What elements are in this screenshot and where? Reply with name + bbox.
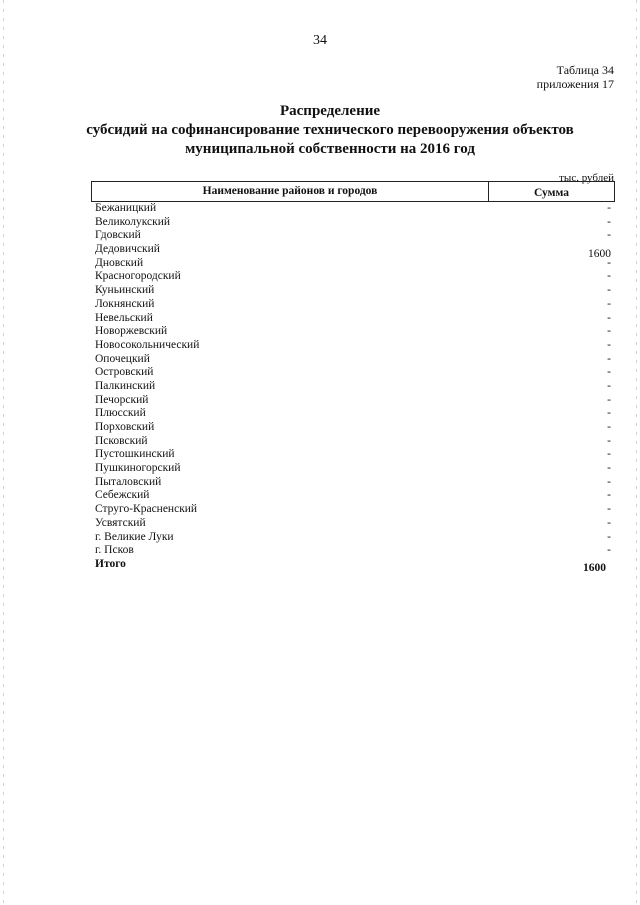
subsidy-amount: -	[607, 475, 611, 488]
district-name: г. Псков	[95, 544, 134, 557]
table-row	[91, 325, 615, 339]
district-name: Великолукский	[95, 215, 171, 228]
subsidy-amount: -	[607, 229, 611, 242]
table-row	[91, 353, 615, 367]
district-name: Новосокольнический	[95, 338, 200, 351]
table-row	[91, 216, 615, 230]
page-number: 34	[313, 33, 327, 48]
subsidy-amount: -	[607, 256, 611, 269]
subsidy-amount: -	[607, 544, 611, 557]
table-row	[91, 407, 615, 421]
table-row	[91, 284, 615, 298]
district-name: Палкинский	[95, 379, 156, 392]
table-row	[91, 380, 615, 394]
district-name: г. Великие Луки	[95, 530, 174, 543]
table-row	[91, 229, 615, 243]
table-header	[91, 181, 615, 202]
subsidy-amount: -	[607, 352, 611, 365]
table-row	[91, 202, 615, 216]
district-name: Опочецкий	[95, 352, 150, 365]
district-name: Островский	[95, 366, 154, 379]
subsidy-amount: -	[607, 366, 611, 379]
district-name: Новоржевский	[95, 325, 168, 338]
district-name: Порховский	[95, 421, 155, 433]
subsidy-amount: -	[607, 379, 611, 392]
table-row	[91, 462, 615, 476]
document-title	[40, 102, 620, 159]
subsidy-amount: -	[607, 462, 611, 475]
scan-edge-left	[3, 0, 4, 905]
table-row	[91, 448, 615, 462]
district-name: Невельский	[95, 311, 153, 324]
title-line-1: Распределение	[279, 103, 381, 119]
table-row	[91, 270, 615, 284]
subsidy-amount: -	[607, 489, 611, 502]
subsidy-amount: -	[607, 338, 611, 351]
table-row	[91, 312, 615, 326]
table-row	[91, 243, 615, 261]
annex-table-label: Таблица 34	[556, 63, 614, 77]
subsidy-amount: -	[607, 503, 611, 516]
district-name: Плюсский	[95, 407, 146, 420]
district-name: Струго-Красненский	[95, 503, 198, 516]
table-row	[91, 339, 615, 353]
subsidy-amount: -	[607, 270, 611, 283]
subsidy-amount: -	[607, 448, 611, 461]
district-name: Дновский	[95, 256, 144, 269]
subsidy-table	[91, 181, 615, 572]
district-name: Печорский	[95, 393, 149, 406]
subsidy-amount: -	[607, 311, 611, 324]
district-name: Гдовский	[95, 229, 141, 242]
subsidy-amount: -	[607, 421, 611, 433]
district-name: Пушкиногорский	[95, 462, 181, 475]
header-name-column: Наименование районов и городов	[92, 182, 489, 201]
subsidy-amount: -	[607, 516, 611, 529]
district-name: Куньинский	[95, 284, 155, 297]
district-name: Пыталовский	[95, 475, 162, 488]
district-name: Дедовичский	[95, 243, 160, 256]
subsidy-amount: 1600	[588, 248, 611, 261]
subsidy-amount: -	[607, 284, 611, 297]
subsidy-amount: -	[607, 434, 611, 447]
header-sum-column: Сумма	[534, 187, 569, 199]
subsidy-amount: -	[607, 530, 611, 543]
table-row	[91, 435, 615, 449]
district-name: Себежский	[95, 489, 150, 502]
table-row	[91, 544, 615, 558]
table-row	[91, 489, 615, 503]
subsidy-amount: -	[607, 215, 611, 228]
title-line-2: субсидий на софинансирование технического перевооружения объектов	[86, 122, 574, 138]
subsidy-amount: -	[607, 393, 611, 406]
table-body	[91, 202, 615, 572]
total-row	[91, 558, 615, 572]
annex-reference	[537, 63, 614, 91]
table-row	[91, 298, 615, 312]
subsidy-amount: -	[607, 297, 611, 310]
total-amount: 1600	[583, 561, 606, 574]
table-row	[91, 394, 615, 408]
district-name: Усвятский	[95, 516, 146, 529]
district-name: Локнянский	[95, 297, 155, 310]
table-row	[91, 531, 615, 545]
table-row	[91, 517, 615, 531]
scan-edge-right	[636, 0, 637, 905]
total-label: Итого	[95, 557, 126, 570]
district-name: Красногородский	[95, 270, 181, 283]
table-row	[91, 503, 615, 517]
subsidy-amount: -	[607, 325, 611, 338]
subsidy-amount: -	[607, 202, 611, 214]
district-name: Пустошкинский	[95, 448, 175, 461]
subsidy-amount: -	[607, 407, 611, 420]
table-row	[91, 421, 615, 435]
annex-appendix-label: приложения 17	[536, 77, 614, 91]
table-row	[91, 366, 615, 380]
table-row	[91, 476, 615, 490]
district-name: Псковский	[95, 434, 148, 447]
title-line-3: муниципальной собственности на 2016 год	[185, 141, 475, 157]
units-label: тыс. рублей	[559, 172, 614, 184]
district-name: Бежаницкий	[95, 202, 157, 214]
